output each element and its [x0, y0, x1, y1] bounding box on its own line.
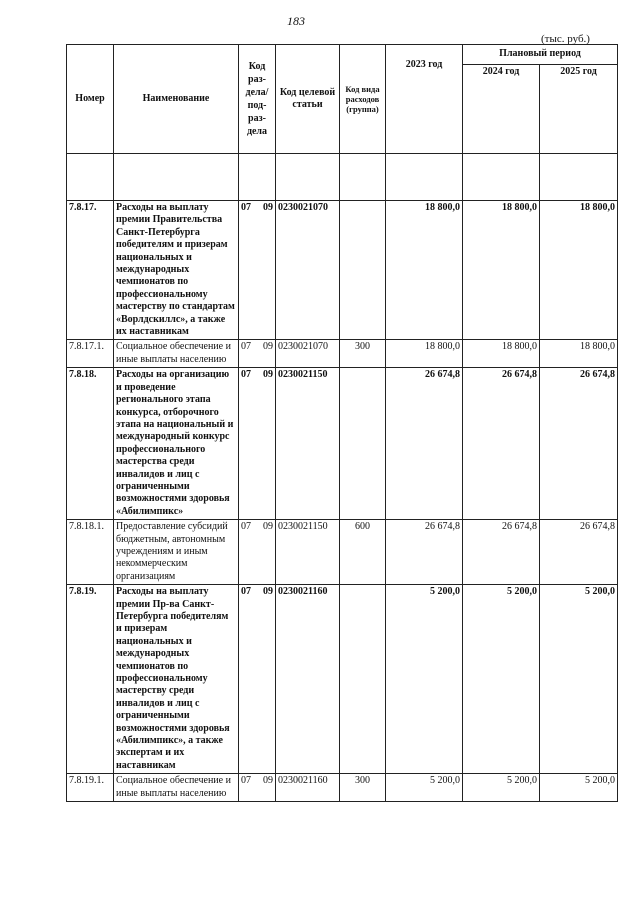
row-amount-2025: 5 200,0	[540, 774, 618, 802]
row-amount-2024: 5 200,0	[463, 585, 540, 774]
row-subsection: 09	[263, 775, 273, 787]
table-row	[67, 774, 618, 802]
row-number: 7.8.18.1.	[67, 520, 114, 585]
spacer-cell	[239, 154, 276, 201]
page-number: 183	[287, 14, 305, 28]
row-name: Расходы на выплату премии Пр-ва Санкт-Петербурга победителям и призерам национальных и международных чемпионатов по профессиональному мастерству среди инвалидов и лиц с ограниченными возможностями здоровья «Абилимпикс», а также экспертам и их наставникам	[114, 585, 239, 774]
row-target-code: 0230021160	[276, 585, 340, 774]
row-section-code	[239, 774, 276, 802]
row-name: Социальное обеспечение и иные выплаты населению	[114, 774, 239, 802]
row-target-code: 0230021150	[276, 520, 340, 585]
header-section-code: Код раз-дела/ под-раз-дела	[239, 45, 276, 154]
header-2023: 2023 год	[386, 45, 463, 154]
table-row	[67, 520, 618, 585]
row-section: 07	[241, 521, 251, 533]
row-section-code	[239, 368, 276, 520]
row-section: 07	[241, 775, 251, 787]
row-name: Расходы на организацию и проведение регионального этапа конкурса, отборочного этапа на национальный и международный конкурс профессионального мастерства среди инвалидов и лиц с ограниченными возможностями здоровья «Абилимпикс»	[114, 368, 239, 520]
row-amount-2025: 26 674,8	[540, 520, 618, 585]
row-amount-2023: 5 200,0	[386, 774, 463, 802]
row-number: 7.8.17.	[67, 201, 114, 340]
row-subsection: 09	[263, 521, 273, 533]
spacer-cell	[463, 154, 540, 201]
table-row	[67, 368, 618, 520]
spacer-cell	[340, 154, 386, 201]
budget-table	[66, 44, 618, 802]
row-number: 7.8.18.	[67, 368, 114, 520]
row-section: 07	[241, 202, 251, 213]
header-2024: 2024 год	[463, 65, 540, 154]
row-expense-code: 300	[340, 774, 386, 802]
row-amount-2023: 18 800,0	[386, 340, 463, 368]
row-subsection: 09	[263, 586, 273, 598]
spacer-cell	[386, 154, 463, 201]
header-number: Номер	[67, 45, 114, 154]
row-amount-2024: 26 674,8	[463, 520, 540, 585]
row-subsection: 09	[263, 369, 273, 381]
row-amount-2023: 26 674,8	[386, 520, 463, 585]
row-amount-2023: 5 200,0	[386, 585, 463, 774]
row-amount-2025: 26 674,8	[540, 368, 618, 520]
table-row	[67, 201, 618, 340]
header-planning-period: Плановый период	[463, 45, 618, 65]
row-section: 07	[241, 341, 251, 353]
header-name: Наименование	[114, 45, 239, 154]
row-amount-2025: 5 200,0	[540, 585, 618, 774]
row-target-code: 0230021070	[276, 340, 340, 368]
row-subsection: 09	[263, 341, 273, 353]
units-label: (тыс. руб.)	[541, 33, 590, 45]
row-name: Социальное обеспечение и иные выплаты населению	[114, 340, 239, 368]
row-expense-code: 300	[340, 340, 386, 368]
row-number: 7.8.19.	[67, 585, 114, 774]
row-section: 07	[241, 369, 251, 381]
header-2025: 2025 год	[540, 65, 618, 154]
row-section-code	[239, 340, 276, 368]
row-amount-2024: 5 200,0	[463, 774, 540, 802]
row-expense-code: 600	[340, 520, 386, 585]
table-row	[67, 340, 618, 368]
row-amount-2025: 18 800,0	[540, 201, 618, 340]
row-expense-code	[340, 368, 386, 520]
row-name: Предоставление субсидий бюджетным, автономным учреждениям и иным некоммерческим организациям	[114, 520, 239, 585]
spacer-cell	[276, 154, 340, 201]
row-subsection: 09	[263, 202, 273, 213]
table-body	[67, 154, 618, 802]
row-amount-2024: 26 674,8	[463, 368, 540, 520]
row-expense-code	[340, 585, 386, 774]
row-section-code	[239, 520, 276, 585]
row-target-code: 0230021160	[276, 774, 340, 802]
row-number: 7.8.19.1.	[67, 774, 114, 802]
spacer-cell	[540, 154, 618, 201]
row-amount-2023: 26 674,8	[386, 368, 463, 520]
row-amount-2025: 18 800,0	[540, 340, 618, 368]
row-section: 07	[241, 586, 251, 598]
row-section-code	[239, 201, 276, 340]
spacer-cell	[114, 154, 239, 201]
row-section-code	[239, 585, 276, 774]
row-name: Расходы на выплату премии Правительства Санкт-Петербурга победителям и призерам национальных и международных чемпионатов по профессиональному мастерству по стандартам «Ворлдскиллс», а также их наставникам	[114, 201, 239, 340]
header-expense-code: Код вида расходов (группа)	[340, 45, 386, 154]
header-target-code: Код целевой статьи	[276, 45, 340, 154]
row-number: 7.8.17.1.	[67, 340, 114, 368]
row-amount-2023: 18 800,0	[386, 201, 463, 340]
row-target-code: 0230021070	[276, 201, 340, 340]
spacer-cell	[67, 154, 114, 201]
row-amount-2024: 18 800,0	[463, 201, 540, 340]
spacer-row	[67, 154, 618, 201]
row-expense-code	[340, 201, 386, 340]
table-row	[67, 585, 618, 774]
row-amount-2024: 18 800,0	[463, 340, 540, 368]
row-target-code: 0230021150	[276, 368, 340, 520]
